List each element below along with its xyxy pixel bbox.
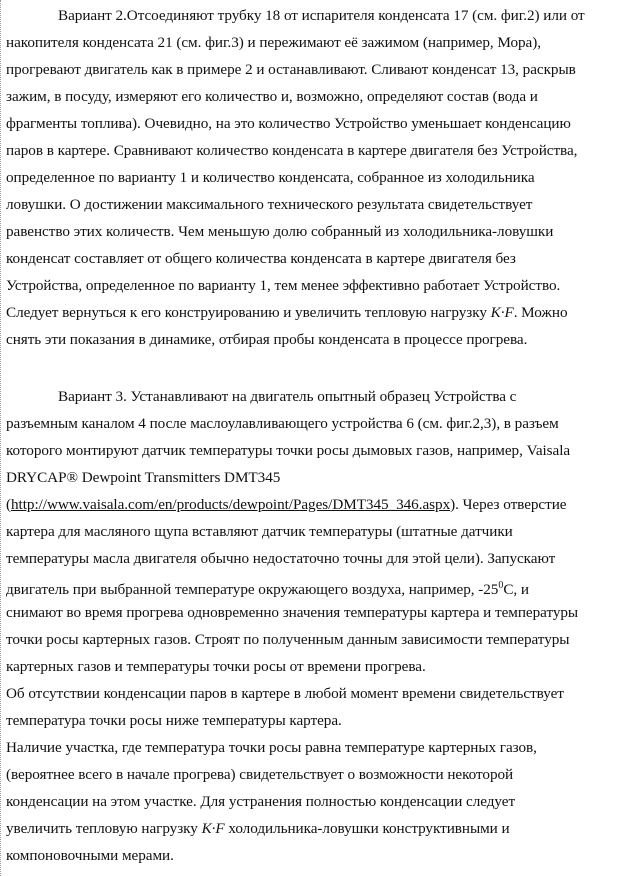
text-line: конденсации на этом участке. Для устранения полностью конденсации следует xyxy=(6,793,516,810)
text-run: Следует вернуться к его конструированию и увеличить тепловую нагрузку xyxy=(6,304,491,321)
text-line: которого монтируют датчик температуры точки росы дымовых газов, например, Vaisala xyxy=(6,442,571,459)
text-line xyxy=(6,577,529,599)
vaisala-link[interactable]: http://www.vaisala.com/en/products/dewpoint/Pages/DMT345_346.aspx xyxy=(11,496,451,513)
text-line: DRYCAP® Dewpoint Transmitters DMT345 xyxy=(6,469,281,486)
text-run: ( xyxy=(6,496,12,513)
text-line: фрагменты топлива). Очевидно, на это количество Устройство уменьшает конденсацию xyxy=(6,115,571,132)
superscript-degree: 0 xyxy=(498,580,504,591)
text-run: . Можно xyxy=(513,304,568,321)
text-line: Об отсутствии конденсации паров в картере в любой момент времени свидетельствует xyxy=(6,685,564,702)
page-edge-divider xyxy=(0,0,2,876)
text-line: равенство этих количеств. Чем меньшую долю собранный из холодильника-ловушки xyxy=(6,223,554,240)
text-line: паров в картере. Сравнивают количество конденсата в картере двигателя без Устройства, xyxy=(6,142,578,159)
text-line: накопителя конденсата 21 (см. фиг.3) и пережимают её зажимом (например, Мора), xyxy=(6,34,542,51)
text-line: (вероятнее всего в начале прогрева) свидетельствует о возможности некоторой xyxy=(6,766,514,783)
text-line: температуры масла двигателя обычно недостаточно точны для этой цели). Запускают xyxy=(6,550,556,567)
text-line: снимают во время прогрева одновременно значения температуры картера и температуры xyxy=(6,604,579,621)
text-run: ). Через отверстие xyxy=(450,496,567,513)
text-line: Устройства, определенное по варианту 1, тем менее эффективно работает Устройство. xyxy=(6,277,561,294)
text-line: ловушки. О достижении максимального технического результата свидетельствует xyxy=(6,196,533,213)
text-line: Вариант 2.Отсоединяют трубку 18 от испарителя конденсата 17 (см. фиг.2) или от xyxy=(58,7,585,24)
text-line xyxy=(6,496,566,514)
text-run: С, и xyxy=(503,581,529,598)
text-line: определенное по варианту 1 и количество конденсата, собранное из холодильника xyxy=(6,169,535,186)
text-line xyxy=(6,820,510,838)
text-line: компоновочными мерами. xyxy=(6,847,174,864)
text-line: конденсат составляет от общего количества конденсата в картере двигателя без xyxy=(6,250,516,267)
text-line: Наличие участка, где температура точки росы равна температуре картерных газов, xyxy=(6,739,537,756)
text-line: прогревают двигатель как в примере 2 и останавливают. Сливают конденсат 13, раскрыв xyxy=(6,61,576,78)
text-line: картера для масляного щупа вставляют датчик температуры (штатные датчики xyxy=(6,523,513,540)
text-line: температура точки росы ниже температуры картера. xyxy=(6,712,342,729)
text-line: картерных газов и температуры точки росы от времени прогрева. xyxy=(6,658,426,675)
text-line: разъемным каналом 4 после маслоулавливающего устройства 6 (см. фиг.2,3), в разъем xyxy=(6,415,559,432)
text-line xyxy=(6,304,568,322)
text-run: холодильника-ловушки конструктивными и xyxy=(224,820,510,837)
formula-kf: K·F xyxy=(490,304,514,321)
formula-kf: K·F xyxy=(201,820,225,837)
text-line: снять эти показания в динамике, отбирая пробы конденсата в процессе прогрева. xyxy=(6,331,528,348)
text-run: двигатель при выбранной температуре окружающего воздуха, например, -25 xyxy=(6,581,499,598)
text-line: зажим, в посуду, измеряют его количество и, возможно, определяют состав (вода и xyxy=(6,88,538,105)
text-run: увеличить тепловую нагрузку xyxy=(6,820,202,837)
text-line: Вариант 3. Устанавливают на двигатель опытный образец Устройства с xyxy=(58,388,517,405)
text-line: точки росы картерных газов. Строят по полученным данным зависимости температуры xyxy=(6,631,570,648)
